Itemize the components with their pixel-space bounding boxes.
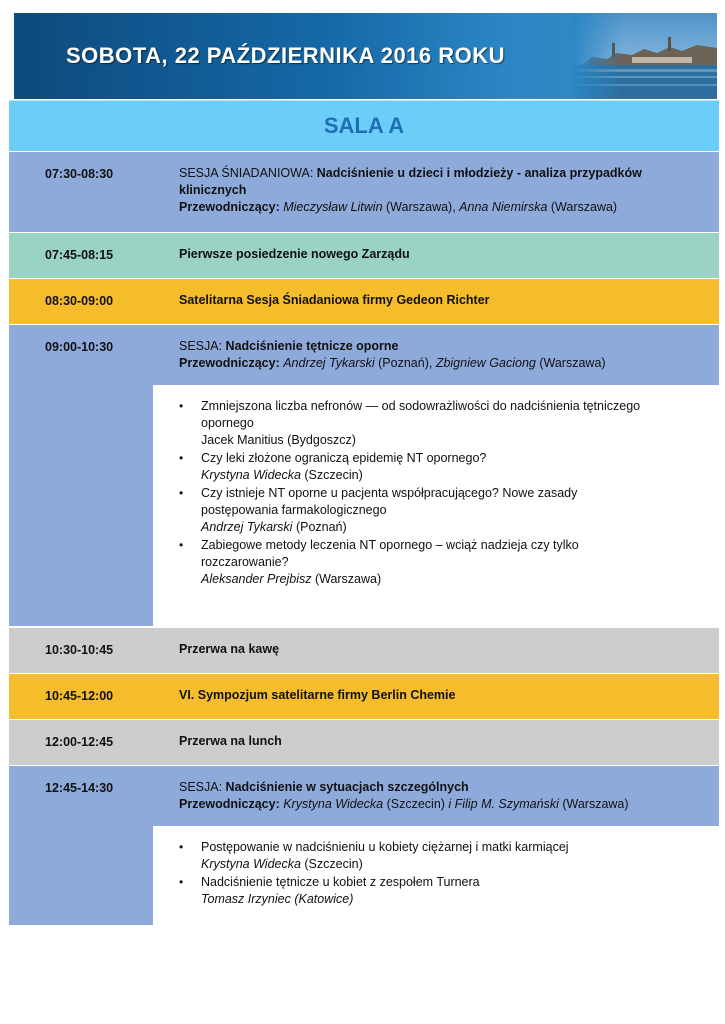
chair-city: (Warszawa) xyxy=(558,797,629,811)
session-time: 12:45-14:30 xyxy=(45,781,114,795)
bullet-icon: • xyxy=(179,538,184,552)
talk-item xyxy=(179,839,641,873)
session-title: Pierwsze posiedzenie nowego Zarządu xyxy=(179,247,410,261)
session-title: Satelitarna Sesja Śniadaniowa firmy Gedeon Richter xyxy=(179,293,490,307)
session-time: 10:30-10:45 xyxy=(45,643,114,657)
session-row xyxy=(9,324,719,386)
talk-item xyxy=(179,450,641,484)
talks-panel xyxy=(153,826,719,925)
bullet-icon: • xyxy=(179,875,184,889)
chair-city: (Szczecin) xyxy=(383,797,449,811)
talk-title: Czy leki złożone ograniczą epidemię NT opornego? xyxy=(201,451,487,465)
meeting-row xyxy=(9,232,719,278)
talk-speaker: Krystyna Widecka xyxy=(201,468,301,482)
chair-name: i Filip M. Szymański xyxy=(448,797,559,811)
session-prefix: SESJA: xyxy=(179,780,226,794)
talk-item xyxy=(179,485,641,536)
satellite-row xyxy=(9,278,719,324)
chair-name: Mieczysław Litwin xyxy=(283,200,383,214)
session-description xyxy=(179,779,654,813)
bullet-icon: • xyxy=(179,399,184,413)
talk-city: (Bydgoszcz) xyxy=(283,433,356,447)
session-title: Nadciśnienie w sytuacjach szczególnych xyxy=(225,780,469,794)
bullet-icon: • xyxy=(179,840,184,854)
break-row xyxy=(9,627,719,673)
talk-list xyxy=(179,398,641,589)
talk-title: Nadciśnienie tętnicze u kobiet z zespołem Turnera xyxy=(201,875,480,889)
talk-speaker: Tomasz Irzyniec (Katowice) xyxy=(201,892,354,906)
chair-city: (Warszawa), xyxy=(382,200,460,214)
chair-name: Anna Niemirska xyxy=(459,200,548,214)
chair-city: (Poznań), xyxy=(374,356,436,370)
chairs-label: Przewodniczący: xyxy=(179,200,284,214)
session-row xyxy=(9,765,719,827)
header-banner xyxy=(14,13,717,99)
session-title: Nadciśnienie u dzieci i młodzieży - analiza przypadków klinicznych xyxy=(179,166,642,197)
session-time: 12:00-12:45 xyxy=(45,735,114,749)
session-time: 07:45-08:15 xyxy=(45,248,114,262)
hall-header xyxy=(9,100,719,151)
talks-panel xyxy=(153,385,719,626)
chair-city: (Warszawa) xyxy=(547,200,618,214)
chair-name: Krystyna Widecka xyxy=(283,797,384,811)
session-time: 09:00-10:30 xyxy=(45,340,114,354)
session-sidebar xyxy=(9,385,153,626)
talk-city: (Poznań) xyxy=(292,520,347,534)
talk-city: (Warszawa) xyxy=(311,572,382,586)
chair-name: Zbigniew Gaciong xyxy=(435,356,536,370)
session-description xyxy=(179,165,654,216)
session-time: 08:30-09:00 xyxy=(45,294,114,308)
city-photo xyxy=(572,13,717,99)
session-row xyxy=(9,151,719,232)
chairs-label: Przewodniczący: xyxy=(179,797,284,811)
talk-title: Postępowanie w nadciśnieniu u kobiety ciężarnej i matki karmiącej xyxy=(201,840,569,854)
session-sidebar xyxy=(9,826,153,925)
talk-city: (Szczecin) xyxy=(300,468,363,482)
talk-speaker: Aleksander Prejbisz xyxy=(201,572,312,586)
page-title: SOBOTA, 22 PAŹDZIERNIKA 2016 ROKU xyxy=(66,43,506,68)
chairs-label: Przewodniczący: xyxy=(179,356,284,370)
talk-title: Zabiegowe metody leczenia NT opornego – wciąż nadzieja czy tylko rozczarowanie? xyxy=(201,538,579,569)
session-prefix: SESJA: xyxy=(179,339,226,353)
session-title: Przerwa na lunch xyxy=(179,734,282,748)
talk-title: Czy istnieje NT oporne u pacjenta współpracującego? Nowe zasady postępowania farmakologicznego xyxy=(201,486,578,517)
talk-item xyxy=(179,398,641,449)
session-title: VI. Sympozjum satelitarne firmy Berlin Chemie xyxy=(179,688,456,702)
session-time: 10:45-12:00 xyxy=(45,689,114,703)
talk-item xyxy=(179,537,641,588)
chair-city: (Warszawa) xyxy=(535,356,606,370)
bullet-icon: • xyxy=(179,486,184,500)
talk-speaker: Andrzej Tykarski xyxy=(201,520,293,534)
talk-speaker: Krystyna Widecka xyxy=(201,857,301,871)
talk-list xyxy=(179,839,641,909)
satellite-row xyxy=(9,673,719,719)
break-row xyxy=(9,719,719,765)
session-prefix: SESJA ŚNIADANIOWA: xyxy=(179,166,317,180)
session-description xyxy=(179,338,654,372)
session-title: Nadciśnienie tętnicze oporne xyxy=(225,339,399,353)
talk-title: Zmniejszona liczba nefronów — od sodowrażliwości do nadciśnienia tętniczego opornego xyxy=(201,399,641,430)
bullet-icon: • xyxy=(179,451,184,465)
talk-city: (Szczecin) xyxy=(300,857,363,871)
chair-name: Andrzej Tykarski xyxy=(283,356,375,370)
talk-item xyxy=(179,874,641,908)
talk-speaker: Jacek Manitius xyxy=(201,433,284,447)
session-title: Przerwa na kawę xyxy=(179,642,280,656)
hall-title: SALA A xyxy=(323,113,405,138)
session-time: 07:30-08:30 xyxy=(45,167,114,181)
